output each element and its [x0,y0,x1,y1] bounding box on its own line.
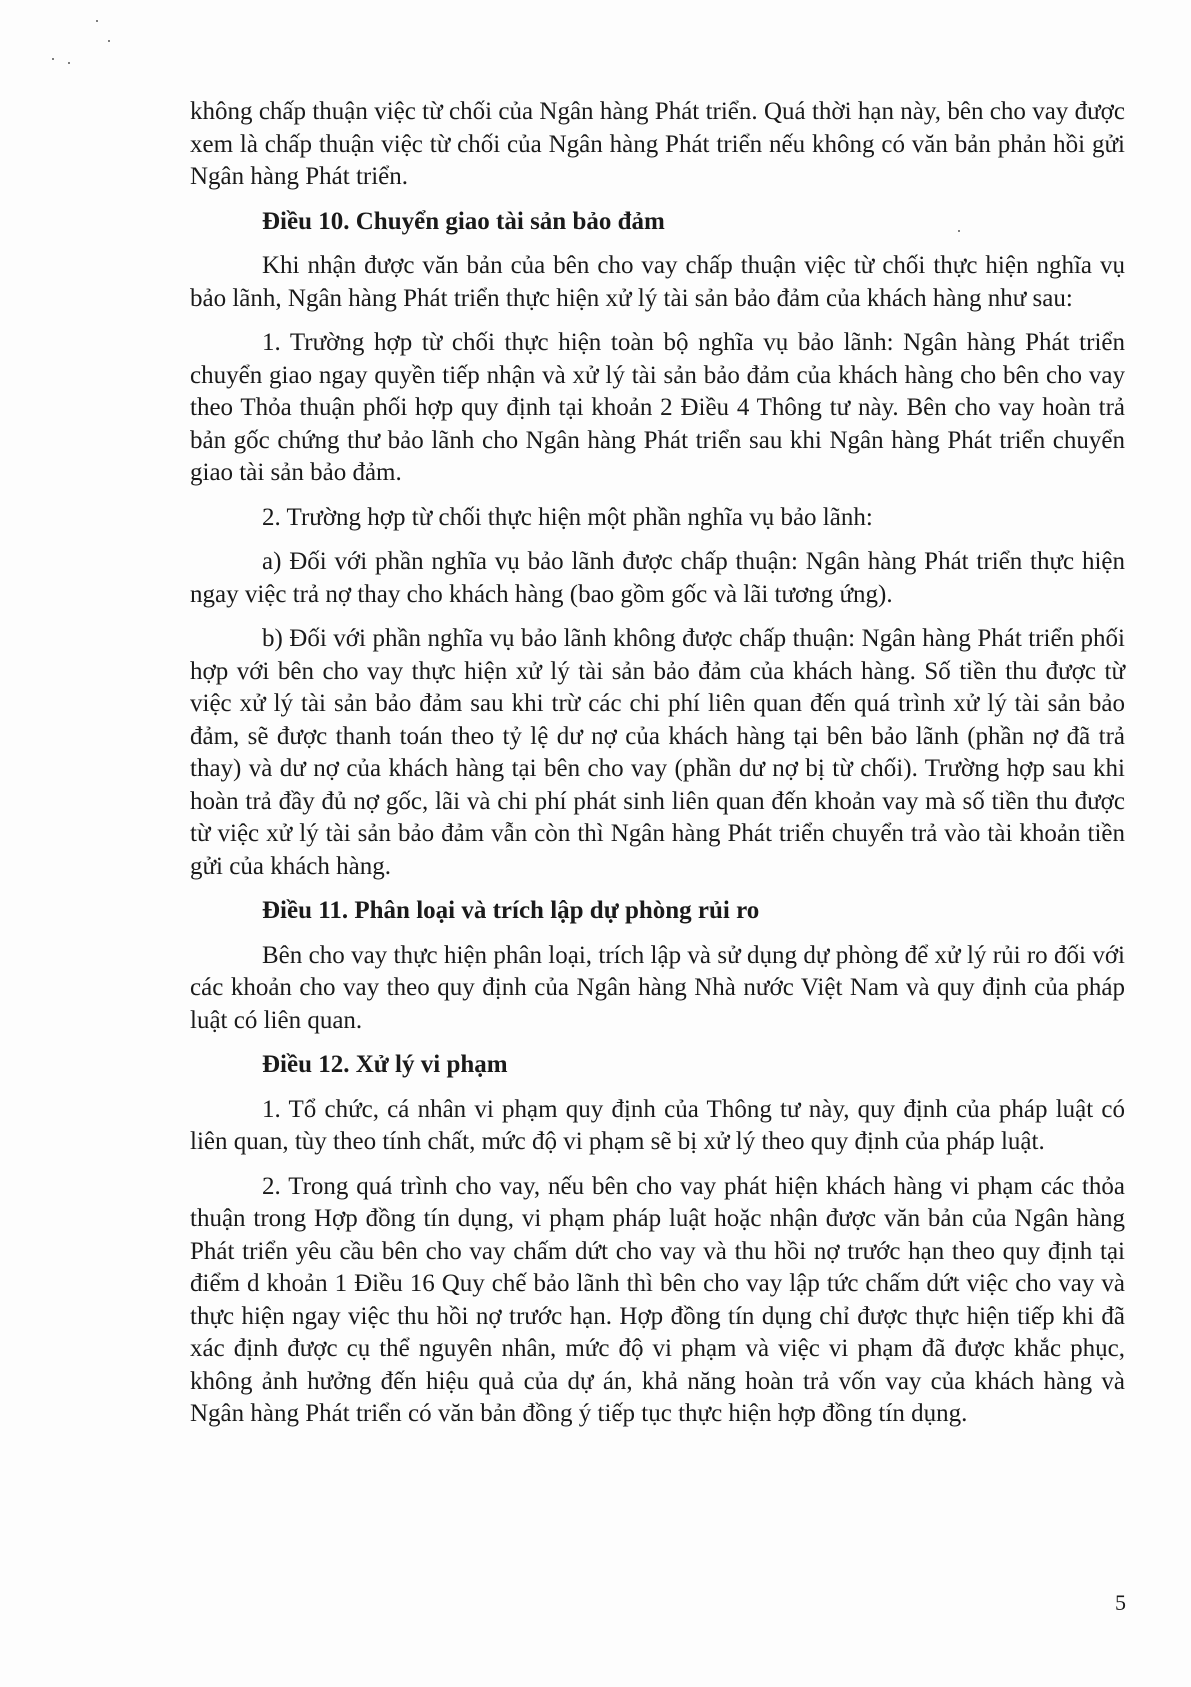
scan-speck [96,20,98,22]
article-12-clause-2: 2. Trong quá trình cho vay, nếu bên cho vay phát hiện khách hàng vi phạm các thỏa thuận trong Hợp đồng tín dụng, vi phạm pháp luật hoặc nhận được văn bản của Ngân hàng Phát triển yêu cầu bên cho vay chấm dứt cho vay và thu hồi nợ trước hạn theo quy định tại điểm d khoản 1 Điều 16 Quy chế bảo lãnh thì bên cho vay lập tức chấm dứt việc cho vay và thực hiện ngay việc thu hồi nợ trước hạn. Hợp đồng tín dụng chỉ được thực hiện tiếp khi đã xác định được cụ thể nguyên nhân, mức độ vi phạm và việc vi phạm đã được khắc phục, không ảnh hưởng đến hiệu quả của dự án, khả năng hoàn trả vốn vay của khách hàng và Ngân hàng Phát triển có văn bản đồng ý tiếp tục thực hiện hợp đồng tín dụng. [190,1172,1125,1427]
paragraph-continuation: không chấp thuận việc từ chối của Ngân hàng Phát triển. Quá thời hạn này, bên cho vay được xem là chấp thuận việc từ chối của Ngân hàng Phát triển nếu không có văn bản phản hồi gửi Ngân hàng Phát triển. [190,98,1125,190]
article-11-body: Bên cho vay thực hiện phân loại, trích lập và sử dụng dự phòng để xử lý rủi ro đối với các khoản cho vay theo quy định của Ngân hàng Nhà nước Việt Nam và quy định của pháp luật có liên quan. [190,941,1125,1034]
article-10-heading: Điều 10. Chuyển giao tài sản bảo đảm [262,207,665,235]
scan-speck [68,62,70,64]
article-12-clause-1: 1. Tổ chức, cá nhân vi phạm quy định của Thông tư này, quy định của pháp luật có liên quan, tùy theo tính chất, mức độ vi phạm sẽ bị xử lý theo quy định của pháp luật. [190,1095,1125,1155]
page-number: 5 [1115,1590,1126,1615]
document-body [190,96,1125,1443]
scan-speck [52,58,54,60]
article-10-clause-2a: a) Đối với phần nghĩa vụ bảo lãnh được chấp thuận: Ngân hàng Phát triển thực hiện ngay việc trả nợ thay cho khách hàng (bao gồm gốc và lãi tương ứng). [190,548,1125,608]
article-10-clause-1: 1. Trường hợp từ chối thực hiện toàn bộ nghĩa vụ bảo lãnh: Ngân hàng Phát triển chuyển giao ngay quyền tiếp nhận và xử lý tài sản bảo đảm của khách hàng cho bên cho vay theo Thỏa thuận phối hợp quy định tại khoản 2 Điều 4 Thông tư này. Bên cho vay hoàn trả bản gốc chứng thư bảo lãnh cho Ngân hàng Phát triển sau khi Ngân hàng Phát triển chuyển giao tài sản bảo đảm. [190,329,1125,486]
article-10-clause-2b: b) Đối với phần nghĩa vụ bảo lãnh không được chấp thuận: Ngân hàng Phát triển phối hợp với bên cho vay thực hiện xử lý tài sản bảo đảm của khách hàng. Số tiền thu được từ việc xử lý tài sản bảo đảm sau khi trừ các chi phí liên quan đến quá trình xử lý tài sản bảo đảm, sẽ được thanh toán theo tỷ lệ dư nợ của khách hàng tại bên bảo lãnh (phần nợ đã trả thay) và dư nợ của khách hàng tại bên cho vay (phần dư nợ bị từ chối). Trường hợp sau khi hoàn trả đầy đủ nợ gốc, lãi và chi phí phát sinh liên quan đến khoản vay mà số tiền thu được từ việc xử lý tài sản bảo đảm vẫn còn thì Ngân hàng Phát triển chuyển trả vào tài khoản tiền gửi của khách hàng. [190,625,1125,880]
article-10-clause-2: 2. Trường hợp từ chối thực hiện một phần nghĩa vụ bảo lãnh: [262,503,873,531]
article-12-heading: Điều 12. Xử lý vi phạm [262,1051,508,1078]
scan-speck [108,40,110,42]
article-10-intro: Khi nhận được văn bản của bên cho vay chấp thuận việc từ chối thực hiện nghĩa vụ bảo lãnh, Ngân hàng Phát triển thực hiện xử lý tài sản bảo đảm của khách hàng như sau: [190,252,1125,312]
article-11-heading: Điều 11. Phân loại và trích lập dự phòng rủi ro [262,897,760,924]
